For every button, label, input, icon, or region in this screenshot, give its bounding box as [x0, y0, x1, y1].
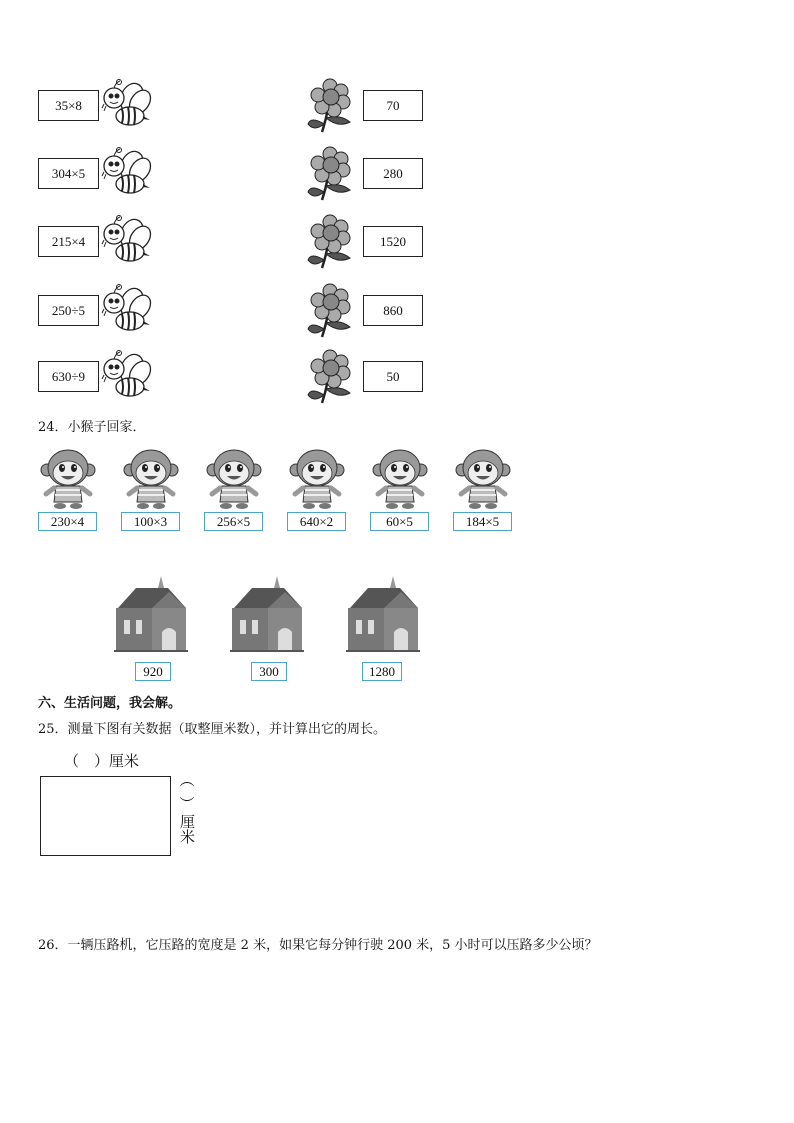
question-25-text: 25．测量下图有关数据（取整厘米数），并计算出它的周长。	[38, 722, 387, 737]
paren-open: ︵	[179, 771, 195, 789]
expression-box[interactable]: 35×8	[38, 90, 99, 121]
monkey-expression-box[interactable]: 256×5	[204, 512, 263, 531]
house-number-box[interactable]: 300	[251, 662, 287, 681]
monkey-expression-box[interactable]: 640×2	[287, 512, 346, 531]
width-answer-label[interactable]: （ ）厘米	[64, 752, 140, 770]
result-box[interactable]: 280	[363, 158, 423, 189]
question-26-text: 26．一辆压路机，它压路的宽度是 2 米，如果它每分钟行驶 200 米，5 小时可以压路多少公顷？	[38, 938, 598, 953]
section-6-title: 六、生活问题，我会解。	[38, 696, 182, 711]
bee-icon	[100, 285, 156, 341]
flower-icon	[306, 80, 358, 134]
monkey-icon	[457, 448, 509, 510]
monkey-icon	[374, 448, 426, 510]
bee-icon	[100, 80, 156, 136]
expression-box[interactable]: 304×5	[38, 158, 99, 189]
question-24-title: 24．小猴子回家．	[38, 420, 146, 435]
expression-box[interactable]: 215×4	[38, 226, 99, 257]
bee-icon	[100, 148, 156, 204]
house-icon	[346, 574, 420, 654]
house-number-box[interactable]: 1280	[362, 662, 402, 681]
result-box[interactable]: 50	[363, 361, 423, 392]
measure-rectangle	[40, 776, 171, 856]
monkey-expression-box[interactable]: 230×4	[38, 512, 97, 531]
monkey-icon	[42, 448, 94, 510]
result-box[interactable]: 860	[363, 295, 423, 326]
bee-icon	[100, 216, 156, 272]
monkey-icon	[291, 448, 343, 510]
house-icon	[114, 574, 188, 654]
monkey-expression-box[interactable]: 100×3	[121, 512, 180, 531]
flower-icon	[306, 351, 358, 405]
flower-icon	[306, 216, 358, 270]
monkey-expression-box[interactable]: 184×5	[453, 512, 512, 531]
bee-icon	[100, 351, 156, 407]
flower-icon	[306, 285, 358, 339]
result-box[interactable]: 1520	[363, 226, 423, 257]
monkey-icon	[125, 448, 177, 510]
expression-box[interactable]: 630÷9	[38, 361, 99, 392]
expression-box[interactable]: 250÷5	[38, 295, 99, 326]
monkey-icon	[208, 448, 260, 510]
monkey-expression-box[interactable]: 60×5	[370, 512, 429, 531]
height-answer-label[interactable]	[178, 772, 196, 844]
unit-label: 厘米	[178, 814, 196, 844]
house-number-box[interactable]: 920	[135, 662, 171, 681]
house-icon	[230, 574, 304, 654]
flower-icon	[306, 148, 358, 202]
result-box[interactable]: 70	[363, 90, 423, 121]
paren-close: ︶	[179, 795, 195, 813]
